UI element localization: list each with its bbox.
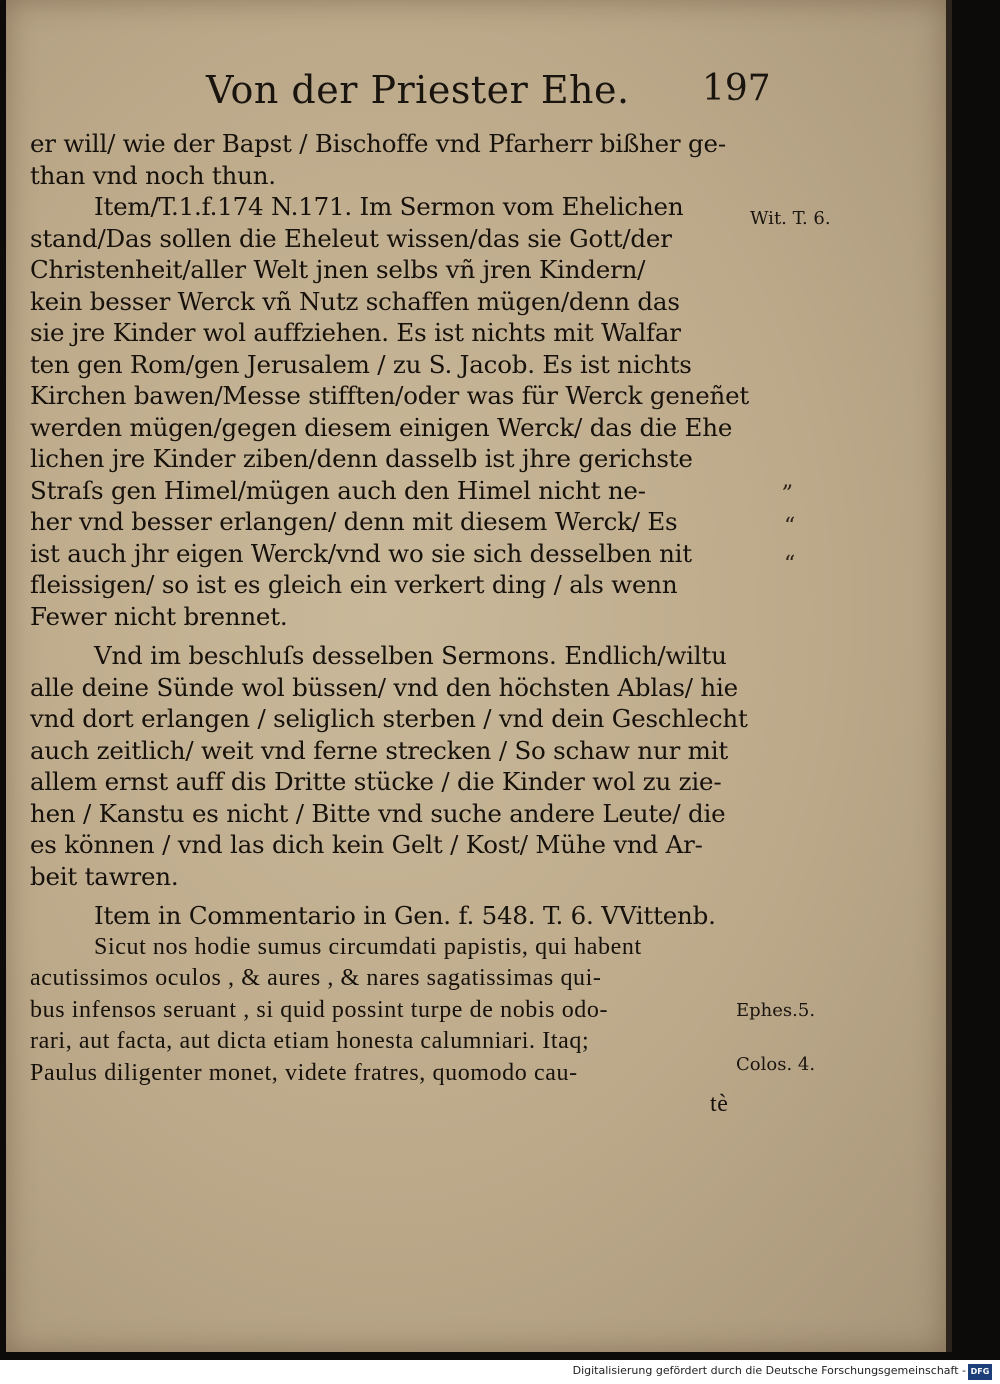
quote-mark: “	[784, 552, 796, 577]
text-line: than vnd noch thun.	[30, 160, 276, 190]
page-header	[206, 68, 771, 128]
text-line: Straſs gen Himel/mügen auch den Himel nicht ne-	[30, 475, 646, 505]
text-line: ist auch jhr eigen Werck/vnd wo sie sich desselben nit	[30, 538, 692, 568]
latin-line: Sicut nos hodie sumus circumdati papistis, qui habent	[94, 933, 642, 960]
quote-mark: „	[782, 468, 794, 493]
quote-mark: “	[784, 514, 796, 539]
text-line: auch zeitlich/ weit vnd ferne strecken / So schaw nur mit	[30, 735, 728, 765]
catchword: tè	[710, 1091, 729, 1117]
text-line: ten gen Rom/gen Jerusalem / zu S. Jacob. Es ist nichts	[30, 349, 692, 379]
text-line: alle deine Sünde wol büssen/ vnd den höchsten Ablas/ hie	[30, 672, 738, 702]
margin-note-colos: Colos. 4.	[736, 1054, 816, 1075]
text-line: er will/ wie der Bapst / Bischoffe vnd Pfarherr bißher ge-	[30, 129, 726, 158]
latin-line: acutissimos oculos , & aures , & nares sagatissimas qui-	[30, 965, 602, 991]
footer-credit: Digitalisierung gefördert durch die Deutsche Forschungsgemeinschaft -	[572, 1364, 966, 1377]
text-line: fleissigen/ so ist es gleich ein verkert ding / als wenn	[30, 570, 678, 599]
margin-note-ephes: Ephes.5.	[736, 1000, 816, 1021]
text-line: Item/T.1.f.174 N.171. Im Sermon vom Ehelichen	[94, 192, 684, 221]
running-head: Von der Priester Ehe.	[206, 68, 630, 112]
text-line: sie jre Kinder wol auffziehen. Es ist nichts mit Walfar	[30, 318, 681, 347]
text-line: es können / vnd las dich kein Gelt / Kost/ Mühe vnd Ar-	[30, 830, 703, 859]
margin-note-wit: Wit. T. 6.	[750, 208, 831, 229]
page-number: 197	[702, 68, 771, 109]
digitization-footer	[0, 1360, 1000, 1384]
text-line: Item in Commentario in Gen. f. 548. T. 6. VVittenb.	[94, 901, 716, 930]
text-line: werden mügen/gegen diesem einigen Werck/ das die Ehe	[30, 412, 733, 442]
text-line: stand/Das sollen die Eheleut wissen/das sie Gott/der	[30, 223, 672, 253]
text-line: her vnd besser erlangen/ denn mit diesem Werck/ Es	[30, 507, 678, 536]
text-line: hen / Kanstu es nicht / Bitte vnd suche andere Leute/ die	[30, 798, 726, 828]
latin-line: bus infensos seruant , si quid possint turpe de nobis odo-	[30, 996, 609, 1023]
text-line: allem ernst auff dis Dritte stücke / die Kinder wol zu zie-	[30, 767, 722, 796]
latin-line: Paulus diligenter monet, videte fratres, quomodo cau-	[30, 1059, 578, 1086]
text-line: vnd dort erlangen / seliglich sterben / vnd dein Geschlecht	[30, 704, 748, 733]
text-line: beit tawren.	[30, 861, 179, 891]
book-page	[6, 0, 946, 1352]
text-line: kein besser Werck vñ Nutz schaffen mügen/denn das	[30, 286, 680, 316]
text-line: lichen jre Kinder ziben/denn dasselb ist jhre gerichste	[30, 444, 693, 473]
text-line: Fewer nicht brennet.	[30, 601, 288, 631]
latin-line: rari, aut facta, aut dicta etiam honesta calumniari. Itaq;	[30, 1028, 590, 1054]
text-line: Christenheit/aller Welt jnen selbs vñ jren Kindern/	[30, 255, 646, 284]
text-line: Kirchen bawen/Messe stifften/oder was für Werck geneñet	[30, 381, 750, 410]
dfg-logo: DFG	[968, 1364, 992, 1380]
text-line: Vnd im beschluſs desselben Sermons. Endlich/wiltu	[94, 641, 727, 670]
page-edge	[946, 0, 952, 1352]
text-body	[30, 128, 750, 1121]
